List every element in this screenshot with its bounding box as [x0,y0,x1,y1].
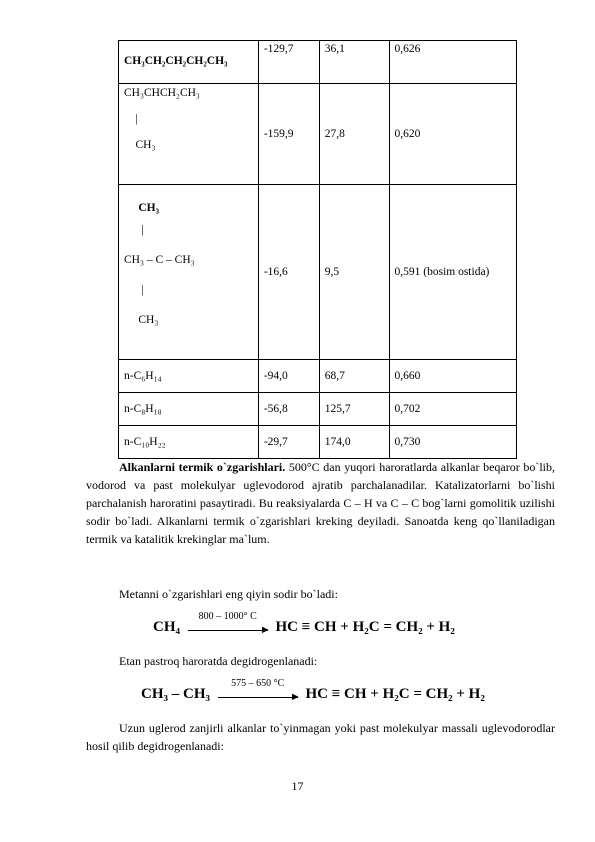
section-paragraph [86,458,555,548]
structure-line: CH₃ – C – CH₃ [124,254,195,266]
melting-point-cell: -16,6 [258,185,319,360]
formula-cell [119,84,259,185]
equation-reactant: CH₄ [153,619,180,635]
table-row [119,393,517,426]
density-cell: 0,591 (bosim ostida) [389,185,516,360]
density-cell: 0,702 [389,393,516,426]
paragraph-methane: Metanni o`zgarishlari eng qiyin sodir bo`ladi: [119,587,338,601]
melting-point-cell: -159,9 [258,84,319,185]
reaction-arrow [188,610,271,636]
density-cell: 0,626 [389,41,516,84]
boiling-point-cell: 174,0 [319,426,389,459]
arrow-line [218,697,298,698]
formula-cell [119,185,259,360]
boiling-point-cell: 9,5 [319,185,389,360]
formula-cell: n-C₈H₁₈ [119,393,259,426]
structure-line: CH₃CHCH₂CH₃ [124,87,200,99]
melting-point-cell: -29,7 [258,426,319,459]
arrow-line [188,630,268,631]
boiling-point-cell: 36,1 [319,41,389,84]
density-cell: 0,730 [389,426,516,459]
formula-cell: n-C₁₀H₂₂ [119,426,259,459]
table-row [119,41,517,84]
reaction-condition: 800 – 1000° C [198,610,257,622]
page-number: 17 [291,779,304,793]
structure-line: CH₃ [124,202,160,214]
reaction-arrow [218,677,301,703]
table-row [119,426,517,459]
boiling-point-cell: 68,7 [319,360,389,393]
structure-line: | [124,224,144,236]
section-body: 500°C dan yuqori haroratlarda alkanlar beqaror bo`lib, vodorod va past molekulyar uglevodorod ajratib parchalanadilar. Katalizatorlarni bo`lishi parchalanish haroratini pasaytiradi. Bu reaksiyalarda C – H va C – C bog`larni gomolitik uzilishi sodir bo`ladi. Alkanlarni termik o`zgarishlari kreking deyiladi. Sanoatda keng qo`llaniladigan termik va katalitik krekinglar ma`lum. [86,460,555,546]
section-heading: Alkanlarni termik o`zgarishlari. [119,460,286,474]
table-row [119,360,517,393]
equation-methane [153,610,455,636]
formula-cell: n-C₆H₁₄ [119,360,259,393]
melting-point-cell: -94,0 [258,360,319,393]
paragraph-long-chain: Uzun uglerod zanjirli alkanlar to`yinmagan yoki past molekulyar massali uglevodorodlar hosil qilib degidrogenlanadi: [86,721,555,753]
structure-line: | [124,284,144,296]
equation-ethane [141,677,485,703]
table-row [119,185,517,360]
equation-reactant: CH₃ – CH₃ [141,686,210,702]
arrow-head-icon: ► [259,623,271,636]
arrow-head-icon: ► [289,690,301,703]
alkane-properties-table [118,40,517,459]
structure-line: CH₃ [124,314,159,326]
structure-line: CH₃ [124,139,156,151]
boiling-point-cell: 27,8 [319,84,389,185]
density-cell: 0,620 [389,84,516,185]
paragraph-ethane: Etan pastroq haroratda degidrogenlanadi: [119,654,318,668]
formula-cell: CH₃CH₂CH₂CH₂CH₃ [119,41,259,84]
table-row [119,84,517,185]
equation-products: HC ≡ CH + H₂C = CH₂ + H₂ [275,619,455,635]
boiling-point-cell: 125,7 [319,393,389,426]
structure-line: | [124,113,138,125]
reaction-condition: 575 – 650 °C [231,677,285,689]
melting-point-cell: -56,8 [258,393,319,426]
density-cell: 0,660 [389,360,516,393]
melting-point-cell: -129,7 [258,41,319,84]
equation-products: HC ≡ CH + H₂C = CH₂ + H₂ [305,686,485,702]
